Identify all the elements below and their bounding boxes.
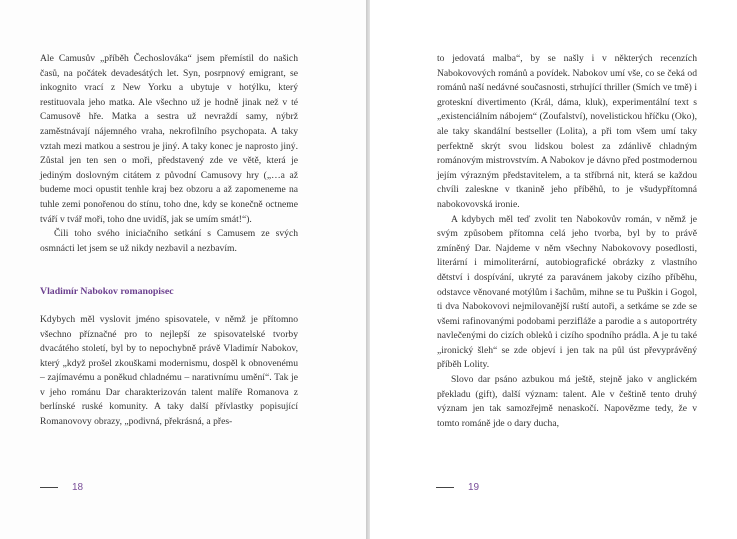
paragraph: Kdybych měl vyslovit jméno spisovatele, v němž je přítomno všechno příznačné pro to nejlepší ze spisovatelské tvorby dvacátého století, byl by to nepochybně právě Vladimír Nabokov, který „když prošel zkouškami modernismu, dospěl k obnovenému – zajímavému a poněkud chladnému – narativnímu umění“. Tak je v jeho románu Dar charakterizován talent malíře Romanova z berlínské ruské komunity. A taky další přívlastky popisující Romanovovy obrazy, „podivná, překrásná, a přes-: [40, 313, 298, 428]
section-heading: Vladimír Nabokov romanopisec: [40, 286, 174, 298]
paragraph: to jedovatá malba“, by se našly i v některých recenzích Nabokovových románů a povídek. Nabokov umí vše, co se čeká od románů naší nedávné současnosti, strhující thriller (Smích ve tmě) i groteskní divertimento (Král, dáma, kluk), experimentální text s „existenciálním nábojem“ (Zoufalství), novelistickou hříčku (Oko), ale taky skandální bestseller (Lolita), a při tom všem umí taky perfektně skrýt svou lidskou bolest za zdánlivě chladným románovým mistrovstvím. A Nabokov je dávno před postmodernou jejím výrazným představitelem, a ta stříbrná nit, která se každou chvíli zaleskne v tkanině jeho příběhů, to je všudypřítomná nabokovovská ironie.: [437, 53, 697, 210]
right-text-column: [437, 52, 697, 431]
folio-rule: [436, 487, 454, 488]
page-footer: [436, 482, 479, 493]
page-number: 18: [72, 482, 84, 493]
paragraph: Čili toho svého iniciačního setkání s Camusem ze svých osmnácti let jsem se už nikdy nezbavil a nezbavím.: [40, 228, 298, 254]
page-number: 19: [468, 482, 480, 493]
paragraph: A kdybych měl teď zvolit ten Nabokovův román, v němž je svým způsobem přítomna celá jeho tvorba, byl by to právě zmíněný Dar. Najdeme v něm všechny Nabokovovy posedlosti, literární i mimoliterární, autobiografické obrázky z vlastního dětství i dospívání, ukryté za paravánem jakoby cizího příběhu, odstavce věnované motýlům i šachům, mihne se tu Puškin i Gogol, ti dva Nabokovovi nejmilovanější ruští autoři, a setkáme se zde se všemi rafinovanými podobami perzifláže a parodie a s autoportréty navlečenými do cizích obleků i cizího spodního prádla. A je tu také „ironický šleh“ se zde objeví i jen tak na půl úst převyprávěný příběh Lolity.: [437, 213, 697, 371]
page-footer: [40, 482, 83, 493]
paragraph: Ale Camusův „příběh Čechoslováka“ jsem přemístil do našich časů, na počátek devadesátých let. Syn, posrpnový emigrant, se inkognito vrací z New Yorku a ubytuje v hotýlku, který restituovala jeho matka. Ale všechno už je hodně jinak než v té Camusově hře. Matka a sestra už nevraždí samy, nýbrž zaměstnávají nájemného vraha, nekrofilního psychopata. A taky vztah mezi matkou a sestrou je jiný. A taky konec je naprosto jiný. Zůstal jen ten sen o moři, představený zde ve větě, která je jediným doslovným citátem z původní Camusovy hry („…a až budeme moci opustit tenhle kraj bez obzoru a až zapomeneme na tuhle zemi ponořenou do stínu, toho dne, kdy se konečně octneme tváří v tvář moři, toho dne uvidíš, jak se umím smát!“).: [40, 53, 298, 225]
left-page: [0, 0, 366, 539]
left-text-column: [40, 52, 298, 430]
paragraph: Slovo dar psáno azbukou má ještě, stejně jako v anglickém překladu (gift), další význam: talent. Ale v češtině tento druhý význam jen tak samozřejmě nenaskočí. Napovězme tedy, že v tomto románě jde o dary ducha,: [437, 374, 697, 429]
folio-rule: [40, 487, 58, 488]
right-page: [370, 0, 737, 539]
